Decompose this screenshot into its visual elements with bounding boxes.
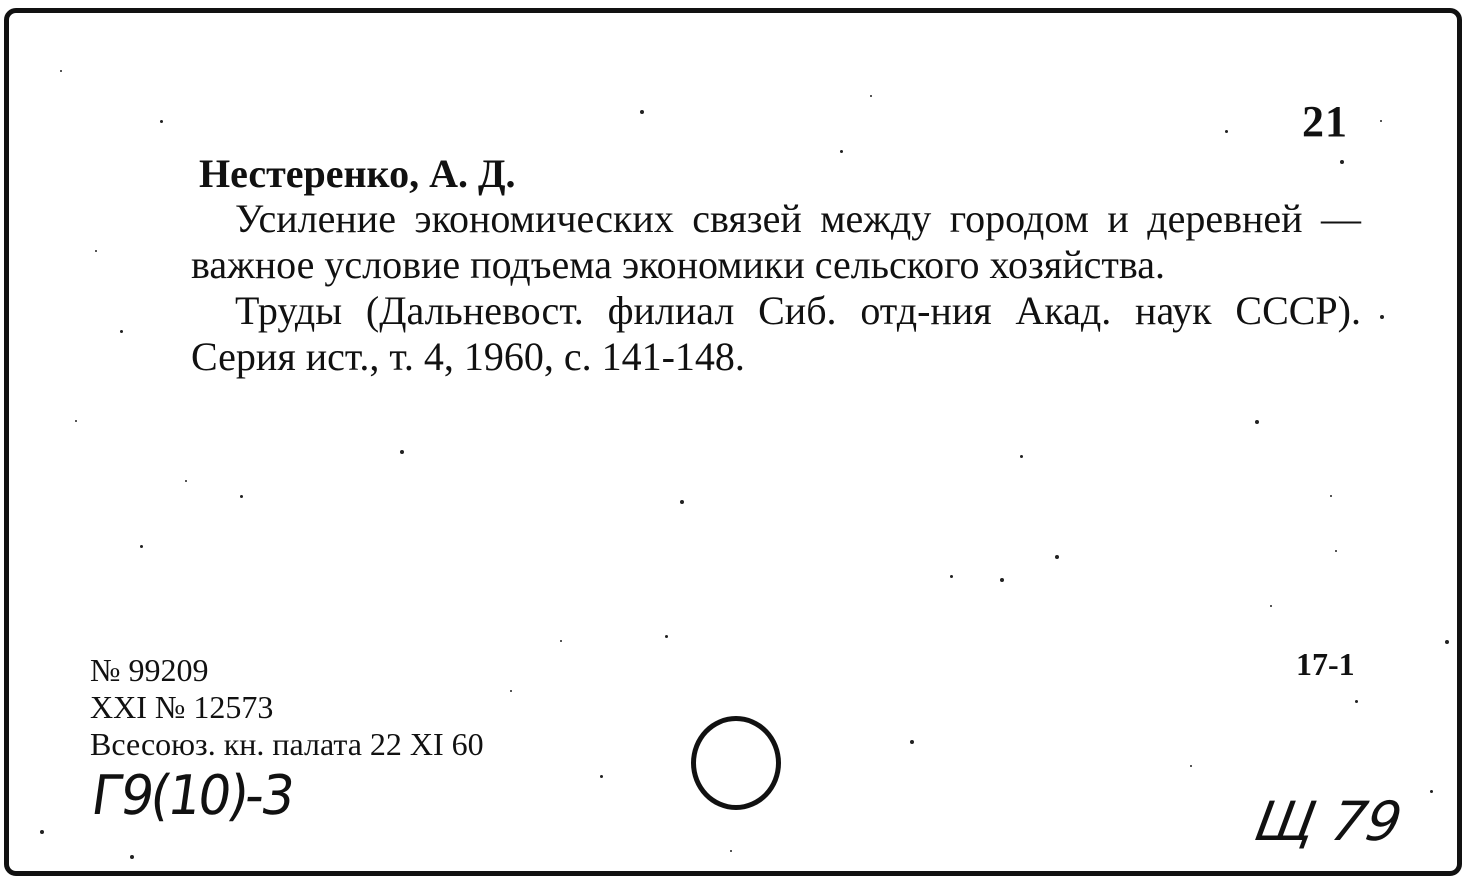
scan-speck xyxy=(950,575,953,578)
scan-speck xyxy=(840,150,843,153)
scan-speck xyxy=(160,120,163,123)
scan-speck xyxy=(1355,700,1358,703)
handwritten-code: Щ 79 xyxy=(1250,790,1407,853)
scan-speck xyxy=(1270,605,1272,607)
scan-speck xyxy=(1055,555,1059,559)
scan-speck xyxy=(120,330,123,333)
author-heading: Нестеренко, А. Д. xyxy=(199,151,516,196)
scan-speck xyxy=(75,420,77,422)
scan-speck xyxy=(1380,315,1384,319)
handwritten-shelf-mark: Г9(10)-3 xyxy=(87,764,296,828)
scan-speck xyxy=(1190,765,1192,767)
scan-speck xyxy=(1380,120,1382,122)
scan-speck xyxy=(185,480,187,482)
card-number: 21 xyxy=(1302,97,1348,146)
card-body xyxy=(191,196,1361,380)
scan-speck xyxy=(1255,420,1259,424)
scan-speck xyxy=(1020,455,1023,458)
scan-speck xyxy=(680,500,684,504)
scan-speck xyxy=(140,545,143,548)
scan-speck xyxy=(910,740,914,744)
registry-block xyxy=(90,652,484,763)
series-number: XXI № 12573 xyxy=(90,689,274,725)
scan-speck xyxy=(1430,790,1433,793)
scan-speck xyxy=(95,250,97,252)
scan-speck xyxy=(665,635,668,638)
publisher-line: Всесоюз. кн. палата 22 XI 60 xyxy=(90,726,484,762)
punch-hole xyxy=(691,716,781,810)
scan-speck xyxy=(1225,130,1228,133)
scan-speck xyxy=(600,775,603,778)
scan-speck xyxy=(60,70,62,72)
publication-title: Усиление экономических связей между городом и деревней — важное условие подъема экономики сельского хозяйства. xyxy=(191,196,1361,287)
registry-number: № 99209 xyxy=(90,652,209,688)
scan-speck xyxy=(1335,550,1337,552)
scan-speck xyxy=(240,495,243,498)
scan-speck xyxy=(40,830,44,834)
publication-source: Труды (Дальневост. филиал Сиб. отд-ния Акад. наук СССР). Серия ист., т. 4, 1960, с. 141-148. xyxy=(191,288,1361,379)
scan-speck xyxy=(1000,578,1004,582)
scan-speck xyxy=(400,450,404,454)
scan-speck xyxy=(870,95,872,97)
classification-code: 17-1 xyxy=(1296,646,1355,682)
scan-speck xyxy=(730,850,732,852)
scan-speck xyxy=(640,110,644,114)
scan-speck xyxy=(1340,160,1344,164)
scan-speck xyxy=(1330,495,1332,497)
scan-speck xyxy=(510,690,512,692)
scan-speck xyxy=(1445,640,1449,644)
scan-speck xyxy=(130,855,134,859)
scan-speck xyxy=(560,640,562,642)
